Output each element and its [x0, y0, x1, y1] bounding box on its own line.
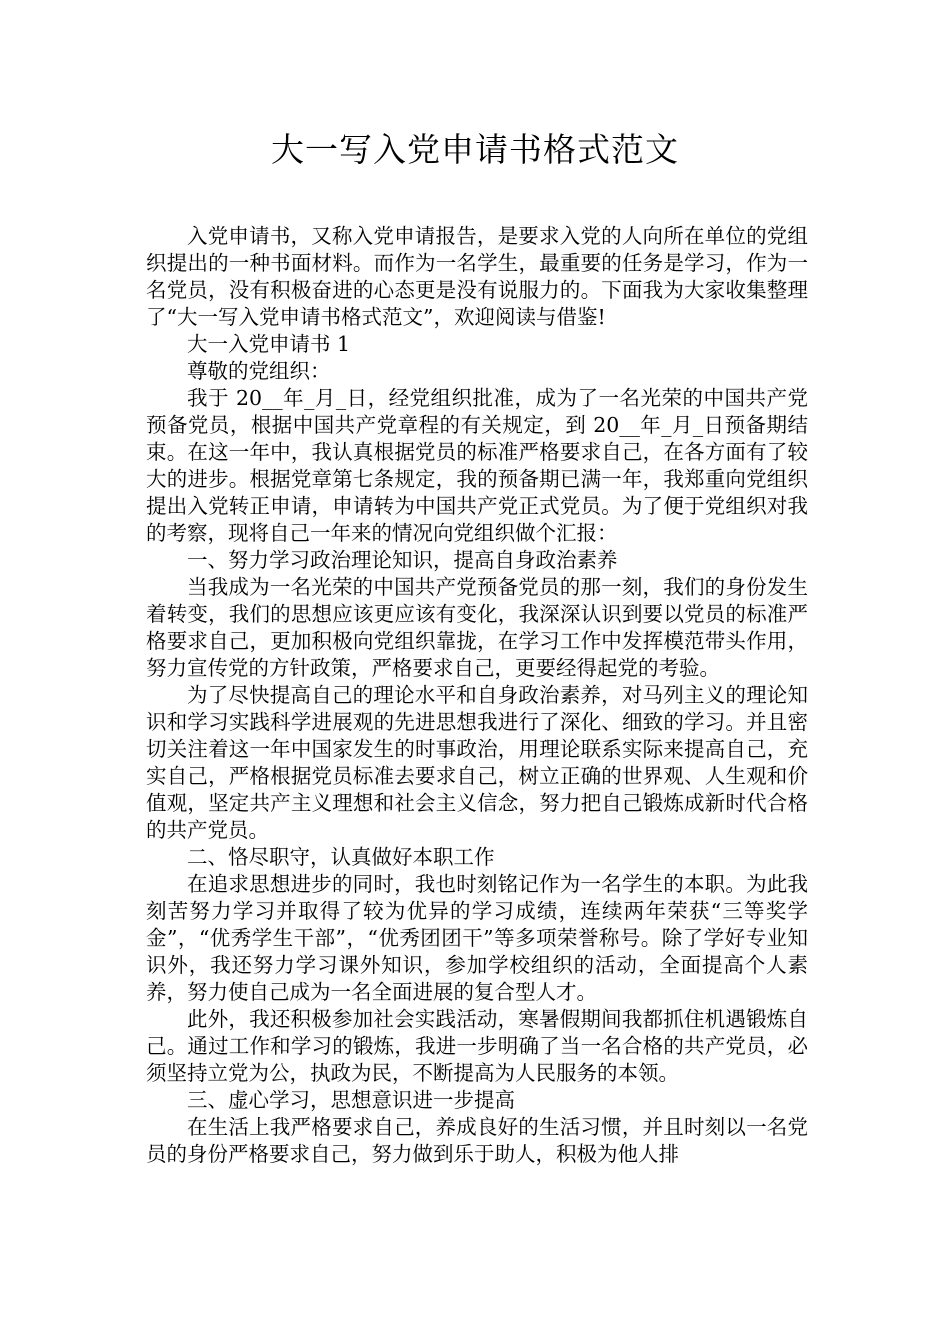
intro-paragraph: 入党申请书，又称入党申请报告，是要求入党的人向所在单位的党组织提出的一种书面材料。而作为一名学生，最重要的任务是学习，作为一名党员，没有积极奋进的心态更是没有说服力的。下面我为大家收集整理了“大一写入党申请书格式范文”，欢迎阅读与借鉴! — [146, 224, 808, 329]
body-paragraph: 在追求思想进步的同时，我也时刻铭记作为一名学生的本职。为此我刻苦努力学习并取得了较为优异的学习成绩，连续两年荣获“三等奖学金”，“优秀学生干部”，“优秀团团干”等多项荣誉称号。除了学好专业知识外，我还努力学习课外知识，参加学校组织的活动，全面提高个人素养，努力使自己成为一名全面进展的复合型人才。 — [146, 872, 808, 1004]
section-heading: 一、努力学习政治理论知识，提高自身政治素养 — [187, 548, 618, 572]
body-paragraph: 为了尽快提高自己的理论水平和自身政治素养，对马列主义的理论知识和学习实践科学进展观的先进思想我进行了深化、细致的学习。并且密切关注着这一年中国家发生的时事政治，用理论联系实际来提高自己，充实自己，严格根据党员标准去要求自己，树立正确的世界观、人生观和价值观，坚定共产主义理想和社会主义信念，努力把自己锻炼成新时代合格的共产党员。 — [146, 683, 808, 842]
document-title: 大一写入党申请书格式范文 — [271, 130, 679, 169]
body-paragraph: 此外，我还积极参加社会实践活动，寒暑假期间我都抓住机遇锻炼自己。通过工作和学习的锻炼，我进一步明确了当一名合格的共产党员，必须坚持立党为公，执政为民，不断提高为人民服务的本领。 — [146, 1007, 808, 1085]
section-label: 大一入党申请书 1 — [187, 332, 351, 356]
document-body — [146, 223, 808, 1168]
section-heading: 三、虚心学习，思想意识进一步提高 — [187, 1088, 515, 1112]
salutation: 尊敬的党组织： — [187, 359, 331, 383]
body-paragraph: 当我成为一名光荣的中国共产党预备党员的那一刻，我们的身份发生着转变，我们的思想应该更应该有变化，我深深认识到要以党员的标准严格要求自己，更加积极向党组织靠拢，在学习工作中发挥模范带头作用，努力宣传党的方针政策，严格要求自己，更要经得起党的考验。 — [146, 575, 808, 680]
body-paragraph: 在生活上我严格要求自己，养成良好的生活习惯，并且时刻以一名党员的身份严格要求自己，努力做到乐于助人，积极为他人排 — [146, 1115, 808, 1166]
section-heading: 二、恪尽职守，认真做好本职工作 — [187, 845, 495, 869]
body-paragraph: 我于 20__年_月_日，经党组织批准，成为了一名光荣的中国共产党预备党员，根据中国共产党章程的有关规定，到 20__年_月_日预备期结束。在这一年中，我认真根据党员的标准严格要求自己，在各方面有了较大的进步。根据党章第七条规定，我的预备期已满一年，我郑重向党组织提出入党转正申请，申请转为中国共产党正式党员。为了便于党组织对我的考察，现将自己一年来的情况向党组织做个汇报： — [146, 386, 808, 545]
